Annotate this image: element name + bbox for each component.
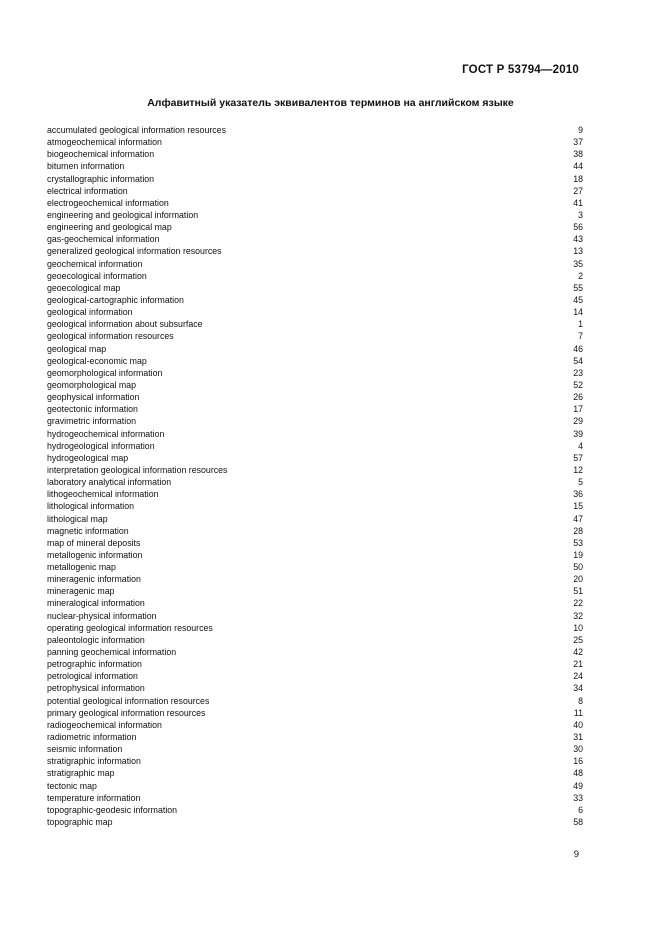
index-term-number: 14 [573, 307, 583, 318]
index-term-number: 39 [573, 428, 583, 439]
index-term-number: 22 [573, 598, 583, 609]
index-entry [47, 610, 583, 622]
index-entry [47, 804, 583, 816]
index-term: geological information about subsurface [47, 319, 203, 330]
index-term: interpretation geological information resources [47, 464, 228, 475]
index-term-number: 53 [573, 537, 583, 548]
index-entry [47, 513, 583, 525]
index-term: geological information resources [47, 331, 174, 342]
index-term: geological-economic map [47, 355, 147, 366]
index-term-number: 12 [573, 464, 583, 475]
index-term: lithogeochemical information [47, 489, 159, 500]
index-term-number: 51 [573, 586, 583, 597]
index-term-number: 21 [573, 659, 583, 670]
index-term-number: 29 [573, 416, 583, 427]
index-term: lithological map [47, 513, 108, 524]
index-term-number: 56 [573, 222, 583, 233]
index-entry [47, 282, 583, 294]
index-entry [47, 160, 583, 172]
index-term: engineering and geological information [47, 209, 199, 220]
index-term: geoecological information [47, 270, 147, 281]
index-term-number: 52 [573, 379, 583, 390]
index-term: geomorphological information [47, 367, 163, 378]
index-term: radiogeochemical information [47, 719, 162, 730]
index-term: seismic information [47, 744, 123, 755]
index-entry [47, 755, 583, 767]
index-term-number: 38 [573, 149, 583, 160]
index-entry [47, 318, 583, 330]
index-entry [47, 136, 583, 148]
index-term: petrological information [47, 671, 138, 682]
index-term: gravimetric information [47, 416, 136, 427]
index-term: geological-cartographic information [47, 294, 184, 305]
index-term: geological information [47, 307, 133, 318]
index-term-number: 6 [578, 804, 583, 815]
index-entry [47, 209, 583, 221]
index-term: nuclear-physical information [47, 610, 157, 621]
index-term: mineralogical information [47, 598, 145, 609]
index-term: hydrogeochemical information [47, 428, 165, 439]
index-term: geomorphological map [47, 379, 136, 390]
index-entry [47, 343, 583, 355]
index-term-number: 33 [573, 792, 583, 803]
index-term-number: 40 [573, 719, 583, 730]
index-term-number: 35 [573, 258, 583, 269]
index-entry [47, 670, 583, 682]
index-term: stratigraphic information [47, 756, 141, 767]
index-entry [47, 695, 583, 707]
index-term: petrophysical information [47, 683, 145, 694]
index-term: potential geological information resources [47, 695, 210, 706]
index-entry [47, 124, 583, 136]
index-entry [47, 707, 583, 719]
index-entry [47, 391, 583, 403]
index-term: atmogeochemical information [47, 137, 162, 148]
index-term-number: 46 [573, 343, 583, 354]
page-number: 9 [573, 849, 579, 860]
index-entry [47, 537, 583, 549]
index-entry [47, 270, 583, 282]
index-entry [47, 767, 583, 779]
index-term-number: 26 [573, 392, 583, 403]
index-term-number: 23 [573, 367, 583, 378]
index-entry [47, 367, 583, 379]
index-term: operating geological information resources [47, 622, 213, 633]
index-entry [47, 658, 583, 670]
index-term: temperature information [47, 792, 141, 803]
standard-code: ГОСТ Р 53794—2010 [462, 64, 579, 76]
index-entry [47, 682, 583, 694]
index-term-number: 57 [573, 452, 583, 463]
index-entry [47, 428, 583, 440]
index-term: primary geological information resources [47, 707, 206, 718]
index-entry [47, 440, 583, 452]
index-term-number: 47 [573, 513, 583, 524]
index-entry [47, 294, 583, 306]
index-term-number: 16 [573, 756, 583, 767]
index-entry [47, 173, 583, 185]
index-term-number: 17 [573, 404, 583, 415]
index-term-number: 5 [578, 477, 583, 488]
index-entry [47, 585, 583, 597]
index-term-number: 34 [573, 683, 583, 694]
index-term-number: 11 [573, 707, 583, 718]
index-term-number: 55 [573, 282, 583, 293]
index-term-number: 49 [573, 780, 583, 791]
index-term: hydrogeological information [47, 440, 155, 451]
index-term: lithological information [47, 501, 135, 512]
index-entry [47, 355, 583, 367]
index-entry [47, 403, 583, 415]
index-term: mineragenic information [47, 574, 141, 585]
index-term: topographic-geodesic information [47, 804, 178, 815]
index-entry [47, 549, 583, 561]
index-term: stratigraphic map [47, 768, 115, 779]
index-term: magnetic information [47, 525, 129, 536]
index-term-number: 45 [573, 294, 583, 305]
index-entry [47, 258, 583, 270]
index-term-number: 27 [573, 185, 583, 196]
index-title: Алфавитный указатель эквивалентов терминов на английском языке [147, 97, 514, 109]
index-entry [47, 330, 583, 342]
index-term-number: 7 [578, 331, 583, 342]
index-term-number: 25 [573, 634, 583, 645]
index-term-number: 9 [578, 125, 583, 135]
index-term: laboratory analytical information [47, 477, 172, 488]
index-term-number: 20 [573, 574, 583, 585]
index-entry [47, 185, 583, 197]
index-entry [47, 476, 583, 488]
index-term-number: 58 [573, 817, 583, 828]
index-term-number: 36 [573, 489, 583, 500]
index-entry [47, 148, 583, 160]
index-term: paleontologic information [47, 634, 145, 645]
index-entry [47, 561, 583, 573]
index-entry [47, 634, 583, 646]
index-term-number: 1 [578, 319, 583, 330]
index-entry [47, 221, 583, 233]
index-entry [47, 573, 583, 585]
index-term: panning geochemical information [47, 647, 177, 658]
index-list [47, 124, 583, 828]
index-term-number: 18 [573, 173, 583, 184]
index-entry [47, 488, 583, 500]
index-entry [47, 197, 583, 209]
index-term: hydrogeological map [47, 452, 129, 463]
index-term-number: 3 [578, 209, 583, 220]
index-term-number: 13 [573, 246, 583, 257]
index-term: electrogeochemical information [47, 197, 169, 208]
index-entry [47, 452, 583, 464]
index-term-number: 50 [573, 562, 583, 573]
index-term: map of mineral deposits [47, 537, 141, 548]
index-term-number: 8 [578, 695, 583, 706]
index-entry [47, 525, 583, 537]
index-entry [47, 731, 583, 743]
index-term: petrographic information [47, 659, 142, 670]
index-term-number: 54 [573, 355, 583, 366]
index-entry [47, 500, 583, 512]
index-term: mineragenic map [47, 586, 115, 597]
index-entry [47, 597, 583, 609]
index-entry [47, 622, 583, 634]
index-entry [47, 780, 583, 792]
index-term: geophysical information [47, 392, 140, 403]
index-term: topographic map [47, 817, 113, 828]
index-term: generalized geological information resources [47, 246, 222, 257]
index-term: geological map [47, 343, 107, 354]
index-term-number: 42 [573, 647, 583, 658]
index-entry [47, 464, 583, 476]
index-entry [47, 792, 583, 804]
index-term: metallogenic information [47, 549, 143, 560]
index-entry [47, 646, 583, 658]
index-term: tectonic map [47, 780, 97, 791]
index-term: crystallographic information [47, 173, 155, 184]
index-term: engineering and geological map [47, 222, 172, 233]
index-term: geochemical information [47, 258, 143, 269]
index-term: metallogenic map [47, 562, 116, 573]
index-term-number: 28 [573, 525, 583, 536]
index-term-number: 4 [578, 440, 583, 451]
index-term-number: 32 [573, 610, 583, 621]
index-term-number: 15 [573, 501, 583, 512]
index-term-number: 37 [573, 137, 583, 148]
index-term: accumulated geological information resources [47, 125, 226, 135]
index-entry [47, 816, 583, 828]
index-term-number: 30 [573, 744, 583, 755]
index-term: gas-geochemical information [47, 234, 160, 245]
index-entry [47, 379, 583, 391]
index-entry [47, 415, 583, 427]
index-term: geotectonic information [47, 404, 138, 415]
index-term-number: 48 [573, 768, 583, 779]
index-term-number: 44 [573, 161, 583, 172]
index-term-number: 31 [573, 732, 583, 743]
index-term-number: 19 [573, 549, 583, 560]
index-term-number: 41 [573, 197, 583, 208]
index-entry [47, 306, 583, 318]
index-term: bitumen information [47, 161, 125, 172]
index-entry [47, 245, 583, 257]
index-entry [47, 233, 583, 245]
index-entry [47, 743, 583, 755]
index-term: geoecological map [47, 282, 121, 293]
index-term-number: 43 [573, 234, 583, 245]
index-term: biogeochemical information [47, 149, 155, 160]
index-term-number: 24 [573, 671, 583, 682]
index-term-number: 10 [573, 622, 583, 633]
index-term-number: 2 [578, 270, 583, 281]
index-term: electrical information [47, 185, 128, 196]
index-term: radiometric information [47, 732, 137, 743]
index-entry [47, 719, 583, 731]
